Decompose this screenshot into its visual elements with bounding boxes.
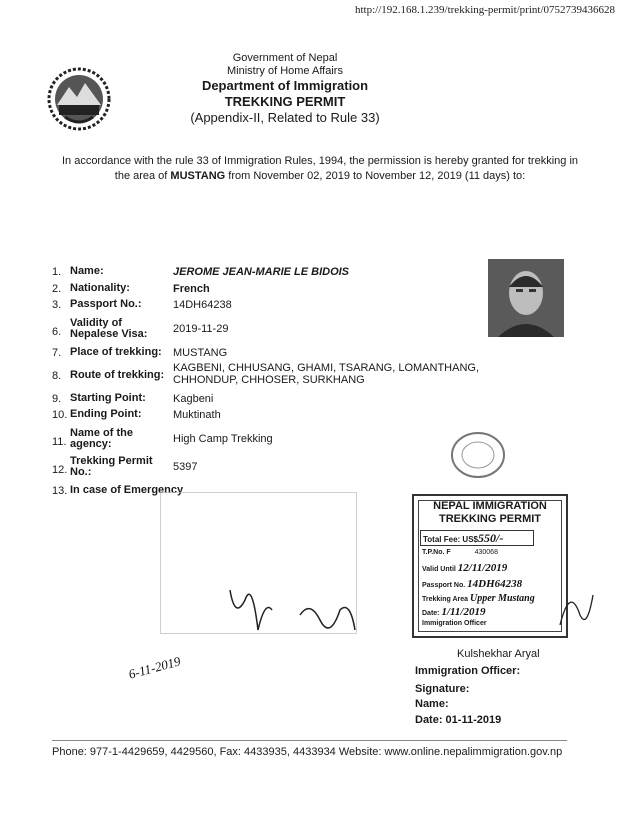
row-number: 10. xyxy=(52,409,68,421)
end-point-value: Muktinath xyxy=(173,409,221,421)
handwritten-date: 6-11-2019 xyxy=(126,653,183,682)
agency-value: High Camp Trekking xyxy=(173,433,273,445)
stamp-signature-icon xyxy=(555,575,595,635)
stamp-title: NEPAL IMMIGRATION xyxy=(433,500,547,512)
row-label: Route of trekking: xyxy=(70,369,165,381)
intro-line-2 xyxy=(20,169,620,184)
row-label: Place of trekking: xyxy=(70,346,162,358)
row-label: Trekking Permit No.: xyxy=(70,455,153,478)
fee-label: Total Fee: US$ xyxy=(423,535,478,544)
stamp-passport xyxy=(422,578,522,590)
stamp-officer: Immigration Officer xyxy=(422,620,487,627)
row-label: In case of Emergency xyxy=(70,484,184,496)
nationality-value: French xyxy=(173,283,210,295)
intro-pre: the area of xyxy=(114,170,171,182)
stamp-date-label: Date: xyxy=(422,610,440,617)
row-number: 12. xyxy=(52,464,68,476)
row-label: Starting Point: xyxy=(70,392,146,404)
row-number: 7. xyxy=(52,347,62,359)
intro-line-1: In accordance with the rule 33 of Immigration Rules, 1994, the permission is hereby granted for trekking in xyxy=(61,155,579,167)
department-line: Department of Immigration xyxy=(201,78,369,93)
area-label: Trekking Area xyxy=(422,596,469,603)
nepal-emblem-icon xyxy=(45,65,113,133)
ministry-line: Ministry of Home Affairs xyxy=(227,65,343,77)
area-value: Upper Mustang xyxy=(470,593,535,604)
row-label: Nationality: xyxy=(70,282,130,294)
row-number: 3. xyxy=(52,299,62,311)
row-number: 8. xyxy=(52,370,62,382)
stamp-date xyxy=(422,606,485,618)
valid-value: 12/11/2019 xyxy=(457,562,508,574)
trek-area: MUSTANG xyxy=(170,170,226,182)
row-label: Passport No.: xyxy=(70,298,142,310)
row-number: 13. xyxy=(52,485,68,497)
passport-value: 14DH64238 xyxy=(173,299,232,311)
route-value: KAGBENI, CHHUSANG, GHAMI, TSARANG, LOMANTHANG, CHHONDUP, CHHOSER, SURKHANG xyxy=(173,362,480,386)
stamp-area xyxy=(422,593,535,604)
intro-post: from November 02, 2019 to November 12, 2019 (11 days) to: xyxy=(225,170,526,182)
row-number: 9. xyxy=(52,393,62,405)
row-label: Ending Point: xyxy=(70,408,142,420)
round-seal-icon xyxy=(448,430,508,480)
officer-title: Immigration Officer: xyxy=(415,665,521,677)
place-value: MUSTANG xyxy=(173,347,228,359)
permit-no-value: 5397 xyxy=(173,461,198,473)
stamp-date-value: 1/11/2019 xyxy=(441,606,486,618)
footer-contact: Phone: 977-1-4429659, 4429560, Fax: 4433935, 4433934 Website: www.online.nepalimmigration.gov.np xyxy=(52,746,563,758)
footer-divider xyxy=(52,740,567,741)
holder-photo xyxy=(488,259,564,337)
officer-name: Kulshekhar Aryal xyxy=(457,648,540,660)
row-number: 1. xyxy=(52,266,62,278)
row-number: 11. xyxy=(52,436,67,448)
page-url: http://192.168.1.239/trekking-permit/print/0752739436628 xyxy=(355,4,616,16)
government-line: Government of Nepal xyxy=(232,52,338,64)
tpno-value: 430068 xyxy=(474,549,498,556)
visa-validity-value: 2019-11-29 xyxy=(173,323,229,335)
row-number: 2. xyxy=(52,283,62,295)
immigration-stamp xyxy=(412,494,568,638)
row-label: Name of the agency: xyxy=(70,427,133,450)
fee-value: 550/- xyxy=(477,531,504,545)
officer-date: Date: 01-11-2019 xyxy=(415,714,502,726)
start-point-value: Kagbeni xyxy=(173,393,214,405)
intro-paragraph xyxy=(20,154,620,184)
stamp-passport-value: 14DH64238 xyxy=(467,578,523,590)
stamp-subtitle: TREKKING PERMIT xyxy=(438,513,542,525)
row-label: Validity of Nepalese Visa: xyxy=(70,317,148,340)
officer-name-label: Name: xyxy=(415,698,449,710)
tpno-label: T.P.No. F xyxy=(422,549,451,556)
stamp-passport-label: Passport No. xyxy=(422,582,466,589)
signature-label: Signature: xyxy=(415,683,470,695)
document-header xyxy=(150,52,420,126)
signature-scribble-icon xyxy=(210,560,370,650)
appendix-line: (Appendix-II, Related to Rule 33) xyxy=(190,110,380,125)
row-number: 6. xyxy=(52,326,62,338)
row-label: Name: xyxy=(70,265,104,277)
holder-name: JEROME JEAN-MARIE LE BIDOIS xyxy=(173,266,350,278)
document-title: TREKKING PERMIT xyxy=(224,94,346,109)
stamp-tpno xyxy=(422,549,498,556)
valid-label: Valid Until xyxy=(422,566,456,573)
stamp-valid xyxy=(422,562,507,574)
stamp-fee-box xyxy=(420,530,534,546)
